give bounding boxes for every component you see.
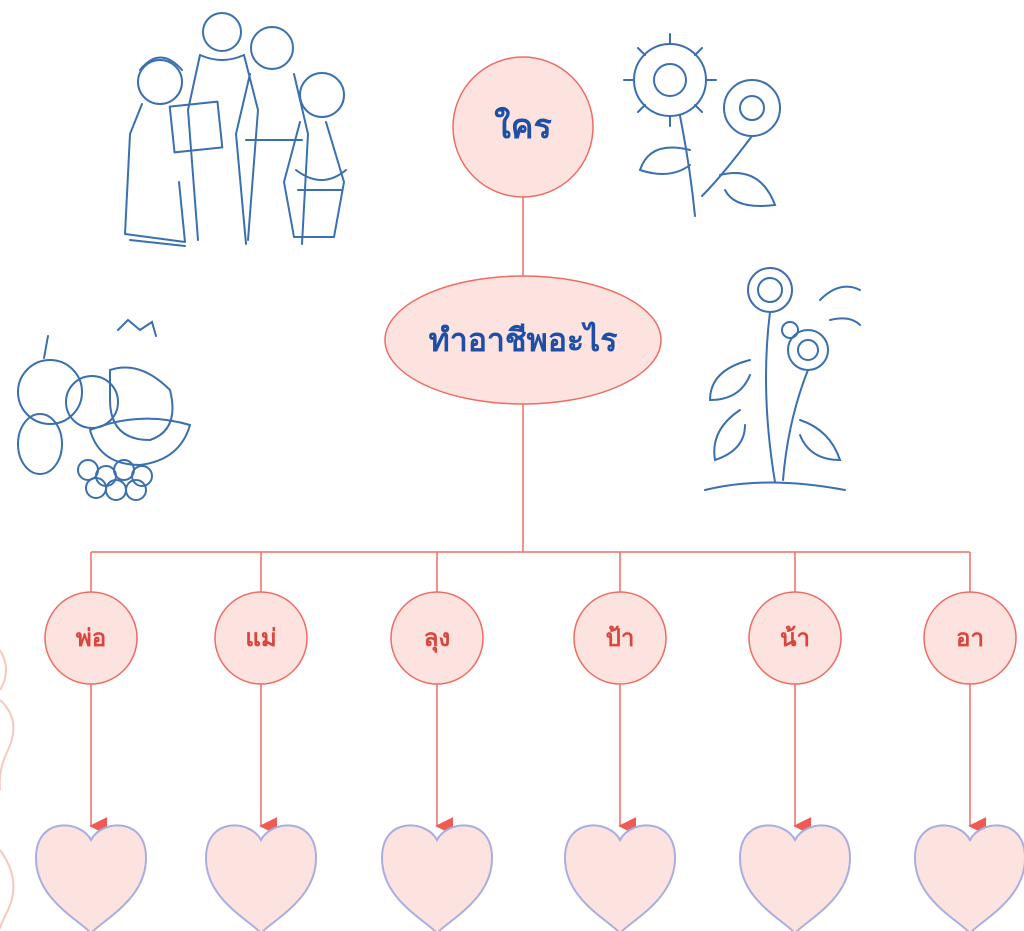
heart-shape[interactable] [915, 825, 1024, 931]
relative-label: น้า [780, 624, 810, 652]
sunflower-illustration [624, 34, 780, 216]
relative-node [391, 592, 483, 684]
relative-nodes [45, 592, 1016, 684]
answer-heart[interactable] [915, 825, 1024, 931]
heart-shape[interactable] [206, 825, 316, 931]
root-label: ใคร [494, 107, 552, 147]
answer-heart[interactable] [565, 825, 675, 931]
relative-node [45, 592, 137, 684]
middle-node [385, 276, 661, 404]
answer-hearts [36, 825, 1024, 931]
family-group-illustration [125, 13, 346, 246]
relative-node [215, 592, 307, 684]
heart-shape[interactable] [382, 825, 492, 931]
answer-heart[interactable] [206, 825, 316, 931]
answer-heart[interactable] [382, 825, 492, 931]
relative-label: ป้า [605, 624, 635, 652]
answer-heart[interactable] [740, 825, 850, 931]
relative-node [924, 592, 1016, 684]
wildflower-illustration [705, 268, 860, 490]
middle-label: ทำอาชีพอะไร [428, 321, 618, 359]
heart-shape[interactable] [740, 825, 850, 931]
relative-label: ลุง [423, 624, 451, 652]
fruit-basket-illustration [18, 320, 190, 500]
relative-node [749, 592, 841, 684]
relative-node [574, 592, 666, 684]
heart-shape[interactable] [36, 825, 146, 931]
relative-label: พ่อ [75, 624, 107, 652]
relative-label: อา [956, 624, 984, 652]
decorative-swirl [0, 650, 13, 930]
answer-heart[interactable] [36, 825, 146, 931]
root-node [453, 57, 593, 197]
relative-label: แม่ [245, 624, 277, 652]
heart-shape[interactable] [565, 825, 675, 931]
